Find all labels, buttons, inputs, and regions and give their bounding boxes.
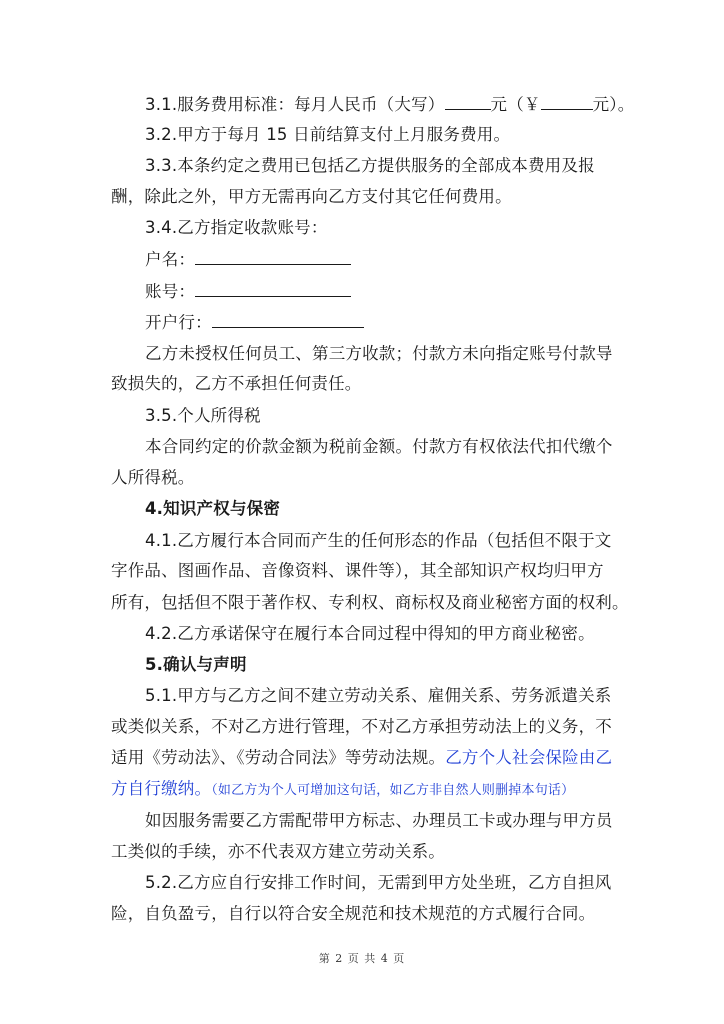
bank-label: 开户行： <box>145 313 212 332</box>
clause-4-1-line2: 字作品、图画作品、音像资料、课件等），其全部知识产权均归甲方 <box>111 561 604 580</box>
tax-paragraph-line1: 本合同约定的价款金额为税前金额。付款方有权依法代扣代缴个 <box>145 437 613 456</box>
clause-3-1-end: 元）。 <box>592 95 635 114</box>
clause-5-1-line1: 5.1.甲方与乙方之间不建立劳动关系、雇佣关系、劳务派遣关系 <box>145 686 612 705</box>
uniform-paragraph-line1: 如因服务需要乙方需配带甲方标志、办理员工卡或办理与甲方员 <box>145 811 613 830</box>
account-name-label: 户名： <box>145 250 196 269</box>
social-insurance-text-cont: 方自行缴纳。 <box>111 779 212 798</box>
section-4-heading: 4.知识产权与保密 <box>145 499 281 518</box>
labor-law-text: 适用《劳动法》、《劳动合同法》等劳动法规。 <box>111 748 446 767</box>
section-5-heading: 5.确认与声明 <box>145 655 247 674</box>
clause-5-1-line4 <box>111 778 574 802</box>
clause-3-3-line1: 3.3.本条约定之费用已包括乙方提供服务的全部成本费用及报 <box>145 156 595 175</box>
account-name-blank <box>195 248 351 265</box>
clause-3-4: 3.4.乙方指定收款账号： <box>145 218 328 237</box>
bank-row <box>145 311 364 334</box>
clause-3-1-text: 3.1.服务费用标准：每月人民币（大写） <box>145 95 445 114</box>
page-footer: 第 2 页 共 4 页 <box>318 952 406 965</box>
account-number-row <box>145 280 351 303</box>
payment-paragraph-line2: 致损失的，乙方不承担任何责任。 <box>111 374 362 393</box>
account-name-row <box>145 248 351 271</box>
clause-5-2-line1: 5.2.乙方应自行安排工作时间，无需到甲方处坐班，乙方自担风 <box>145 873 612 892</box>
clause-3-3-line2: 酬，除此之外，甲方无需再向乙方支付其它任何费用。 <box>111 187 512 206</box>
editor-note: （如乙方为个人可增加这句话，如乙方非自然人则删掉本句话） <box>211 783 575 798</box>
clause-3-1-unit: 元（￥ <box>490 95 541 114</box>
clause-3-2: 3.2.甲方于每月 15 日前结算支付上月服务费用。 <box>145 125 511 144</box>
bank-blank <box>212 311 364 328</box>
clause-5-2-line2: 险，自负盈亏，自行以符合安全规范和技术规范的方式履行合同。 <box>111 904 596 923</box>
fee-uppercase-blank <box>445 93 491 110</box>
social-insurance-text: 乙方个人社会保险由乙 <box>445 748 613 767</box>
clause-4-1-line1: 4.1.乙方履行本合同而产生的任何形态的作品（包括但不限于文 <box>145 531 612 550</box>
clause-5-1-line3 <box>111 747 612 769</box>
clause-3-5: 3.5.个人所得税 <box>145 406 261 425</box>
clause-3-1 <box>145 93 634 116</box>
clause-5-1-line2: 或类似关系，不对乙方进行管理，不对乙方承担劳动法上的义务，不 <box>111 717 612 736</box>
uniform-paragraph-line2: 工类似的手续，亦不代表双方建立劳动关系。 <box>111 842 445 861</box>
payment-paragraph-line1: 乙方未授权任何员工、第三方收款；付款方未向指定账号付款导 <box>145 344 613 363</box>
fee-amount-blank <box>541 93 593 110</box>
account-number-label: 账号： <box>145 282 196 301</box>
clause-4-1-line3: 所有，包括但不限于著作权、专利权、商标权及商业秘密方面的权利。 <box>111 593 629 612</box>
account-number-blank <box>195 280 351 297</box>
clause-4-2: 4.2.乙方承诺保守在履行本合同过程中得知的甲方商业秘密。 <box>145 624 595 643</box>
tax-paragraph-line2: 人所得税。 <box>111 468 195 487</box>
